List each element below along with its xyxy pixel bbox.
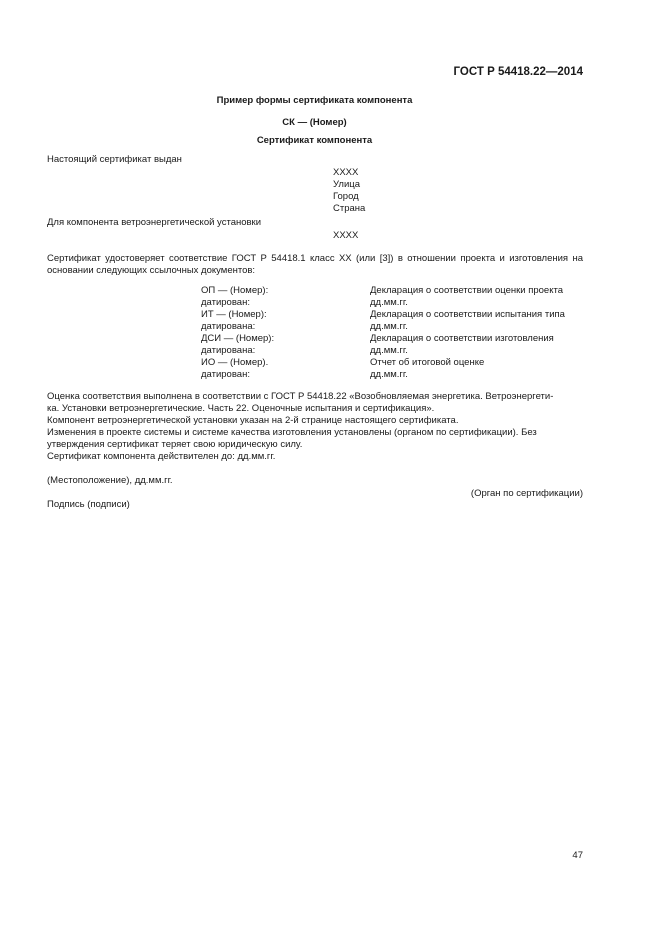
reference-left-6: ИО — (Номер). xyxy=(201,357,269,368)
reference-left-4: ДСИ — (Номер): xyxy=(201,333,275,344)
signature-label: Подпись (подписи) xyxy=(47,499,130,510)
example-form-title: Пример формы сертификата компонента xyxy=(216,95,413,106)
conformity-paragraph xyxy=(47,253,583,277)
reference-left-5: датирована: xyxy=(201,345,256,356)
document-standard-header: ГОСТ Р 54418.22—2014 xyxy=(453,66,583,78)
certificate-title: Сертификат компонента xyxy=(256,135,373,146)
reference-right-4: Декларация о соответствии изготовления xyxy=(370,333,554,344)
reference-left-2: ИТ — (Номер): xyxy=(201,309,267,320)
reference-right-5: дд.мм.гг. xyxy=(370,345,408,356)
component-value: ХХХХ xyxy=(333,230,359,241)
reference-right-6: Отчет об итоговой оценке xyxy=(370,357,485,368)
address-country: Страна xyxy=(333,203,366,214)
issued-to-label: Настоящий сертификат выдан xyxy=(47,154,182,165)
assessment-line-4: Изменения в проекте системы и системе качества изготовления установлены (органом по сертификации). Без xyxy=(47,427,537,438)
address-street: Улица xyxy=(333,179,360,190)
assessment-line-3: Компонент ветроэнергетической установки указан на 2-й странице настоящего сертификата. xyxy=(47,415,459,426)
address-line-1: ХХХХ xyxy=(333,167,359,178)
conformity-text: Сертификат удостоверяет соответствие ГОСТ Р 54418.1 класс XX (или [3]) в отношении проекта и изготовления на основании следующих ссылочных документов: xyxy=(47,253,583,277)
component-label: Для компонента ветроэнергетической установки xyxy=(47,217,262,228)
reference-right-7: дд.мм.гг. xyxy=(370,369,408,380)
reference-right-0: Декларация о соответствии оценки проекта xyxy=(370,285,563,296)
assessment-line-6: Сертификат компонента действителен до: дд.мм.гг. xyxy=(47,451,276,462)
address-city: Город xyxy=(333,191,359,202)
reference-left-0: ОП — (Номер): xyxy=(201,285,269,296)
reference-left-7: датирован: xyxy=(201,369,250,380)
reference-left-1: датирован: xyxy=(201,297,250,308)
reference-right-3: дд.мм.гг. xyxy=(370,321,408,332)
assessment-line-1: Оценка соответствия выполнена в соответствии с ГОСТ Р 54418.22 «Возобновляемая энергетика. Ветроэнергети- xyxy=(47,391,554,402)
certificate-number-title: СК — (Номер) xyxy=(282,117,347,128)
page-number: 47 xyxy=(572,850,583,861)
assessment-line-5: утверждения сертификат теряет свою юридическую силу. xyxy=(47,439,303,450)
location-date: (Местоположение), дд.мм.гг. xyxy=(47,475,173,486)
reference-right-1: дд.мм.гг. xyxy=(370,297,408,308)
reference-right-2: Декларация о соответствии испытания типа xyxy=(370,309,565,320)
certification-organ: (Орган по сертификации) xyxy=(470,488,583,499)
reference-left-3: датирована: xyxy=(201,321,256,332)
assessment-line-2: ка. Установки ветроэнергетические. Часть 22. Оценочные испытания и сертификация». xyxy=(47,403,435,414)
